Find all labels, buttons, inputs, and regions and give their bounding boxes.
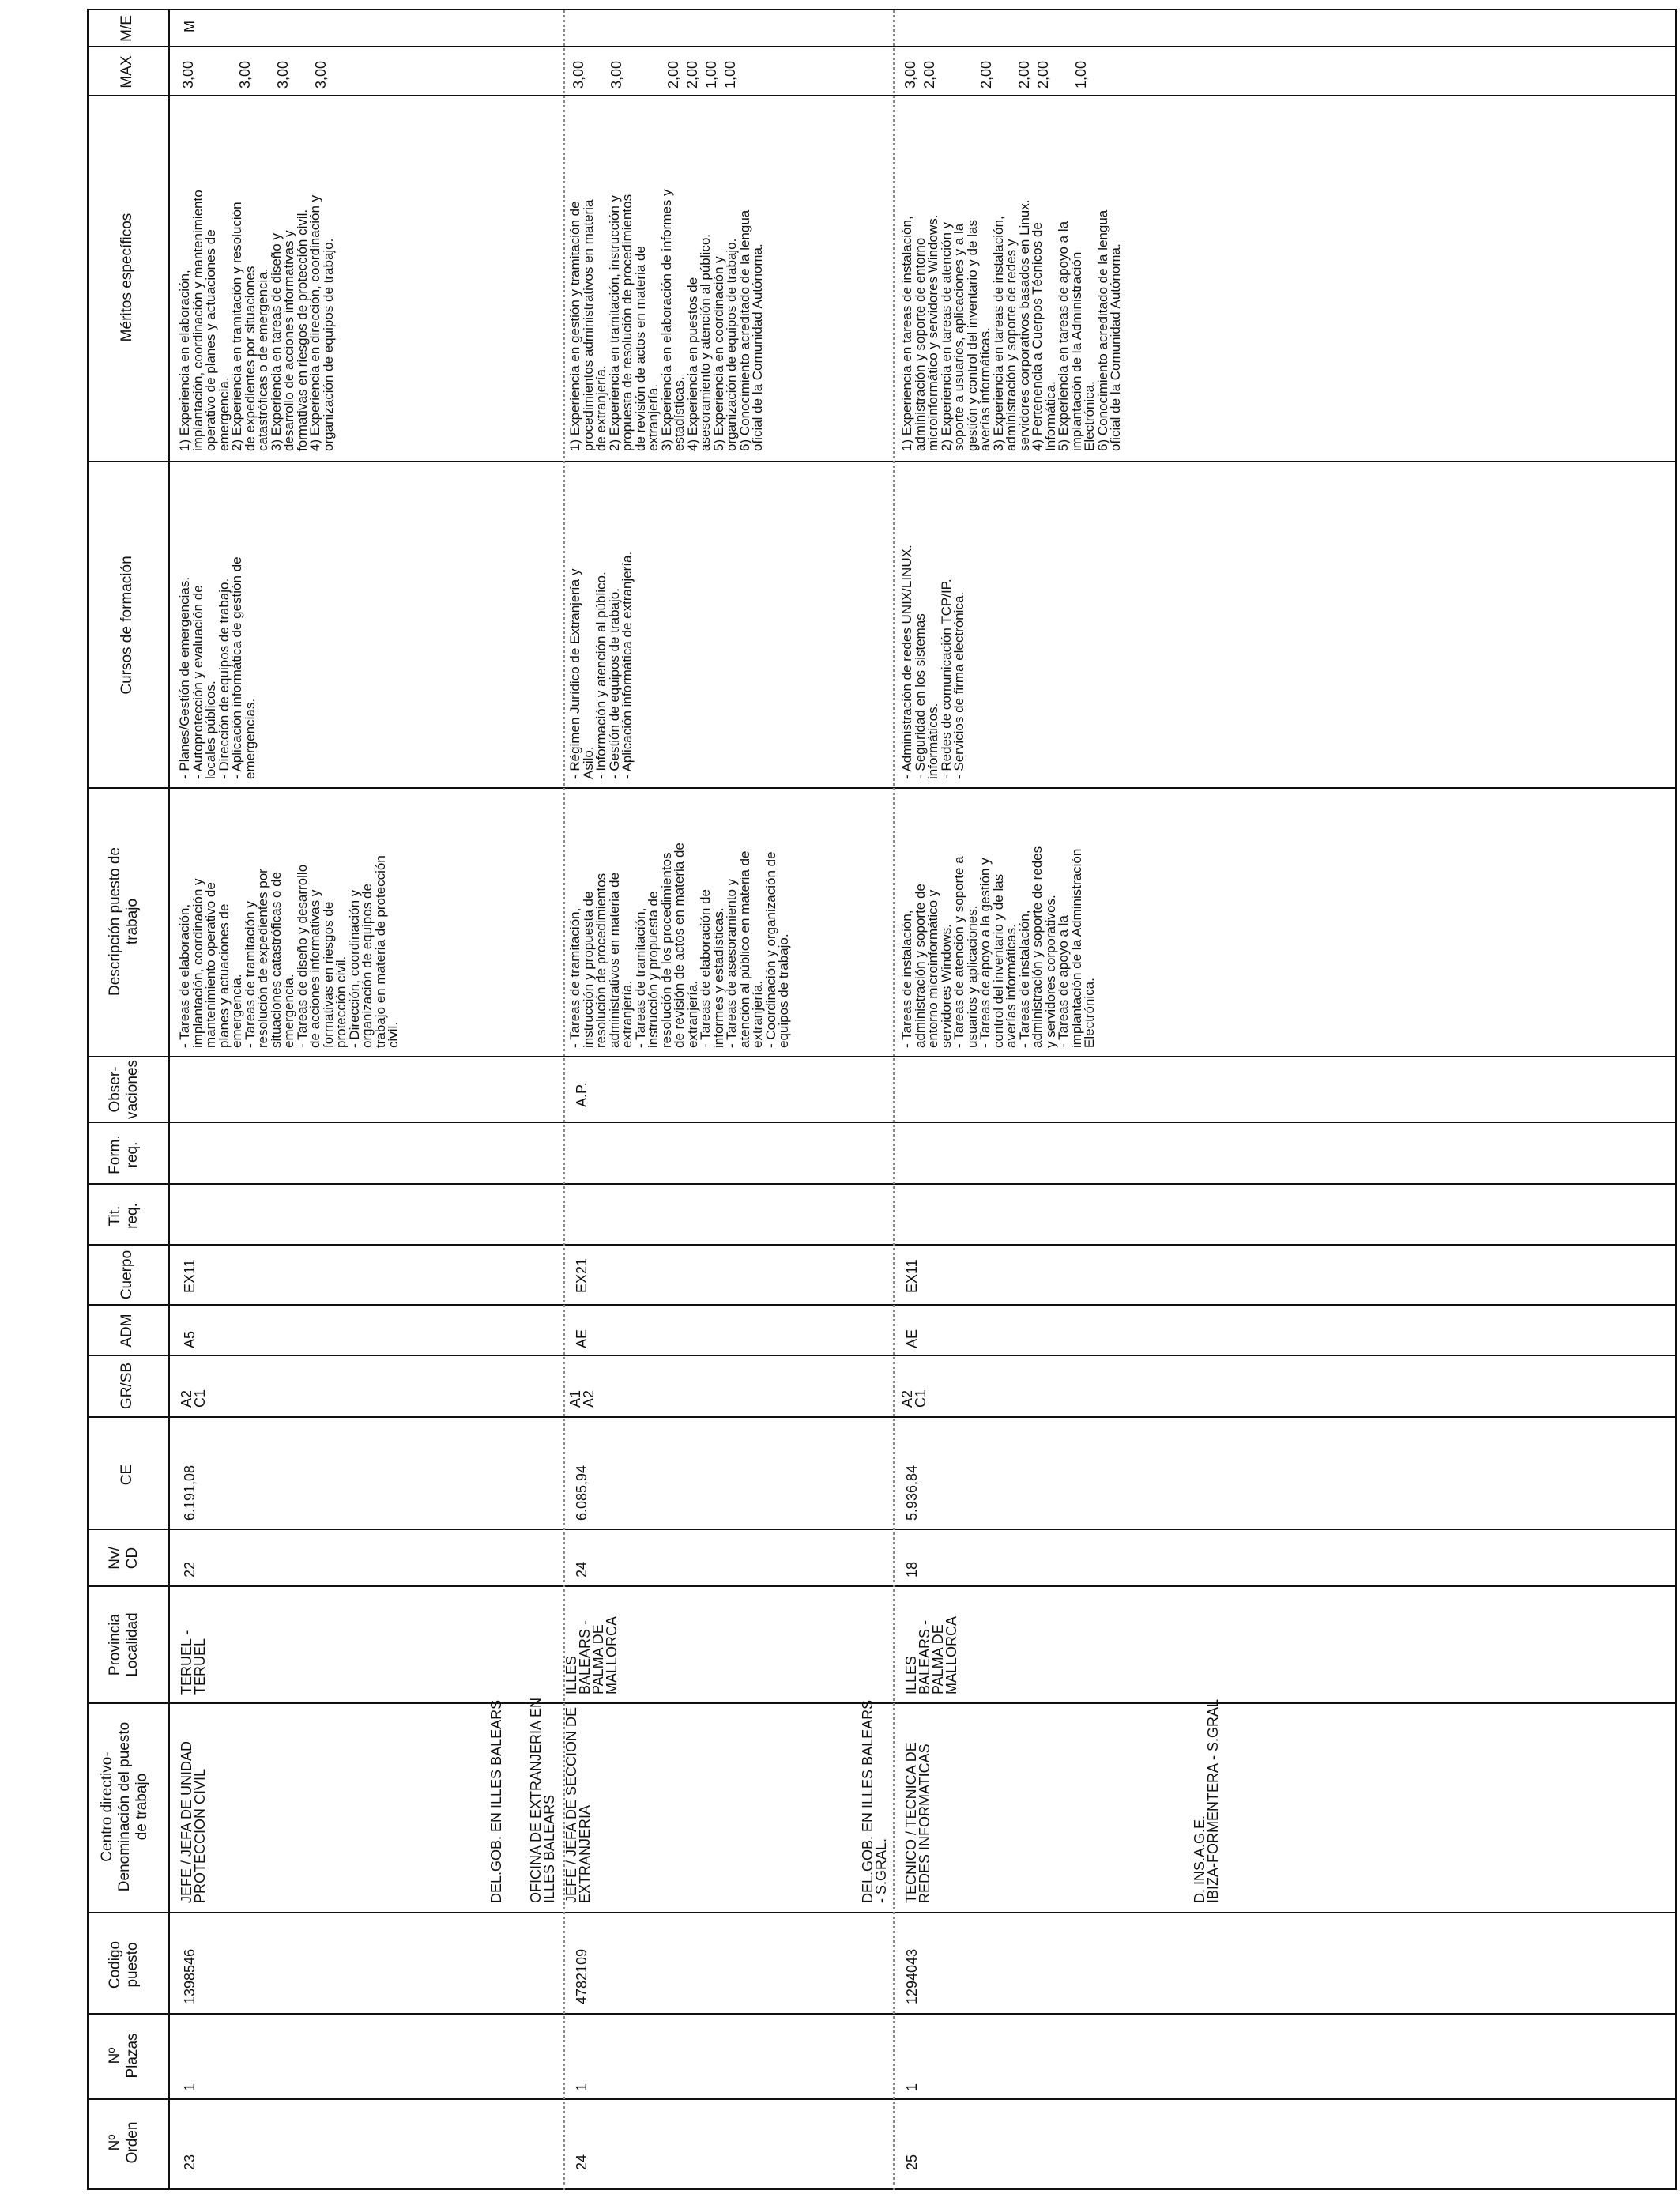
row-descripcion: - Tareas de elaboración, implantación, coordinación y mantenimiento operativo de planes y actuaciones de emergencia. - Tareas de tramitación y resolución de expedientes por situaciones catastróficas o de emergencia. - Tareas de diseño y desarrollo de acciones informativas y formativas en riesgos de protección civil. - Dirección, coordinación y organización de equipos de trabajo en materia de protección civil. <box>177 855 401 1048</box>
row-cursos: - Administración de redes UNIX/LINUX. - Seguridad en los sistemas informáticos. - Redes de comunicación TCP/IP. - Servicios de firma electrónica. <box>899 545 966 779</box>
col-divider <box>87 1912 1677 1913</box>
col-divider <box>87 2098 1677 2100</box>
row-cursos: - Régimen Jurídico de Extranjería y Asilo. - Información y atención al público. - Gestión de equipos de trabajo. - Aplicación informática de extranjería. <box>567 551 635 779</box>
row-adm: A5 <box>182 1330 198 1348</box>
row-ce: 6.191,08 <box>182 1465 198 1521</box>
col-divider <box>87 2188 1677 2190</box>
row-provincia: ILLES BALEARS - PALMA DE MALLORCA <box>903 1615 959 1695</box>
row-descripcion: - Tareas de instalación, administración y soporte de entorno microinformático y servidores Windows. - Tareas de atención y soporte a usuarios y aplicaciones. - Tareas de apoyo a la gestión y control del inventario y de las averías informáticas. - Tareas de instalación, administración y soporte de redes y servidores corporativos. - Tareas de apoyo a la implantación de la Administración Electrónica. <box>899 846 1097 1048</box>
header-meritos: Méritos específicos <box>119 213 135 342</box>
row-grsb: A2 C1 <box>899 1389 929 1408</box>
header-nivel: Nv/ CD <box>107 1547 141 1570</box>
col-divider <box>87 1244 1677 1246</box>
header-descripcion: Descripción puesto de trabajo <box>107 847 141 996</box>
header-cuerpo: Cuerpo <box>119 1250 135 1300</box>
row-cuerpo: EX21 <box>574 1257 590 1293</box>
header-divider <box>168 10 170 2190</box>
header-obs: Obser- vaciones <box>107 1060 141 1119</box>
row-obs: A.P. <box>574 1082 590 1107</box>
header-max: MAX <box>119 55 135 89</box>
trailing-group-label: D. INS.A.G.E. IBIZA-FORMENTERA - S.GRAL <box>1192 1698 1221 1903</box>
row-descripcion: - Tareas de tramitación, instrucción y propuesta de resolución de procedimientos administrativos en materia de extranjería. - Tareas de tramitación, instrucción y propuesta de resolución de los procedimientos de revisión de actos en materia de extranjería. - Tareas de elaboración de informes y estadísticas. - Tareas de asesoramiento y atención al público en materia de extranjería. - Coordinación y organización de equipos de trabajo. <box>567 843 791 1048</box>
row-provincia: TERUEL - TERUEL <box>179 1630 208 1695</box>
row-puesto: TECNICO / TECNICA DE REDES INFORMATICAS <box>903 1742 932 1903</box>
row-grsb: A2 C1 <box>179 1389 208 1408</box>
table-bottom-border <box>1675 10 1677 2190</box>
row-grsb: A1 A2 <box>567 1389 597 1408</box>
col-divider <box>87 95 1677 96</box>
header-ce: CE <box>119 1464 135 1486</box>
row-cuerpo: EX11 <box>182 1259 198 1293</box>
row-me: M <box>182 21 198 32</box>
col-divider <box>87 1355 1677 1356</box>
header-grsb: GR/SB <box>119 1362 135 1410</box>
row-plazas: 1 <box>574 2083 590 2091</box>
row-cursos: - Planes/Gestión de emergencias. - Autoprotección y evaluación de locales públicos. - Dirección de equipos de trabajo. - Aplicación informática de gestión de emergencias. <box>177 556 258 779</box>
col-divider <box>87 9 1677 10</box>
col-divider <box>87 461 1677 462</box>
col-divider <box>87 1529 1677 1530</box>
header-adm: ADM <box>119 1314 135 1348</box>
col-divider <box>87 1416 1677 1418</box>
centro-group-label: DEL.GOB. EN ILLES BALEARS - S.GRAL. <box>860 1699 889 1903</box>
col-divider <box>87 1122 1677 1123</box>
header-codigo: Codigo puesto <box>107 1940 141 1989</box>
row-puesto: JEFE / JEFA DE UNIDAD PROTECCION CIVIL <box>179 1740 208 1903</box>
row-max: 3,00 3,00 2,00 2,00 1,00 1,00 <box>571 60 738 89</box>
header-cursos: Cursos de formación <box>119 556 135 695</box>
centro-sub-label: OFICINA DE EXTRANJERIA EN ILLES BALEARS <box>528 1697 557 1903</box>
header-me: M/E <box>119 15 135 42</box>
header-plazas: Nº Plazas <box>107 2033 141 2079</box>
row-max: 3,00 2,00 2,00 2,00 2,00 1,00 <box>902 60 1089 89</box>
row-cuerpo: EX11 <box>904 1259 920 1293</box>
table-top-border <box>87 10 89 2190</box>
centro-group-label: DEL.GOB. EN ILLES BALEARS <box>488 1699 504 1903</box>
row-orden: 25 <box>904 2154 920 2170</box>
header-orden: Nº Orden <box>107 2121 141 2164</box>
col-divider <box>87 1585 1677 1587</box>
row-codigo: 1294043 <box>904 1948 920 2004</box>
row-adm: AE <box>574 1329 590 1348</box>
row-plazas: 1 <box>182 2083 198 2091</box>
header-form: Form. req. <box>107 1135 141 1174</box>
row-max: 3,00 3,00 3,00 3,00 <box>180 60 329 89</box>
row-ce: 6.085,94 <box>574 1465 590 1521</box>
row-puesto: JEFE / JEFA DE SECCION DE EXTRANJERIA <box>563 1706 593 1903</box>
header-provincia: Provincia Localidad <box>107 1612 141 1677</box>
header-tit: Tit. req. <box>107 1203 141 1229</box>
header-centro: Centro directivo- Denominación del puesto de trabajo <box>99 1721 150 1892</box>
row-meritos: 1) Experiencia en gestión y tramitación de procedimientos administrativos en materia de extranjería. 2) Experiencia en tramitación, instrucción y propuesta de resolución de procedimientos de revisión de actos en materia de extranjería. 3) Experiencia en elaboración de informes y estadísticas. 4) Experiencia en puestos de asesoramiento y atención al público. 5) Experiencia en coordinación y organización de equipos de trabajo. 6) Conocimiento acreditado de la lengua oficial de la Comunidad Autónoma. <box>567 189 765 451</box>
row-separator <box>893 10 895 2190</box>
row-meritos: 1) Experiencia en tareas de instalación, administración y soporte de entorno microinformático y servidores Windows. 2) Experiencia en tareas de atención y soporte a usuarios, aplicaciones y a la gestión y control del inventario y de las averías informáticas. 3) Experiencia en tareas de instalación, administración y soporte de redes y servidores corporativos basados en Linux. 4) Pertenencia a Cuerpos Técnicos de Informática. 5) Experiencia en tareas de apoyo a la implantación de la Administración Electrónica. 6) Conocimiento acreditado de la lengua oficial de la Comunidad Autónoma. <box>899 199 1123 451</box>
col-divider <box>87 46 1677 47</box>
col-divider <box>87 1056 1677 1057</box>
row-orden: 23 <box>182 2154 198 2170</box>
row-nivel: 18 <box>904 1561 920 1578</box>
row-nivel: 24 <box>574 1561 590 1578</box>
row-ce: 5.936,84 <box>904 1465 920 1521</box>
col-divider <box>87 787 1677 789</box>
row-provincia: ILLES BALEARS - PALMA DE MALLORCA <box>563 1615 620 1695</box>
col-divider <box>87 1304 1677 1306</box>
row-codigo: 1398546 <box>182 1948 198 2004</box>
row-orden: 24 <box>574 2154 590 2170</box>
col-divider <box>87 1183 1677 1185</box>
row-codigo: 4782109 <box>574 1948 590 2004</box>
row-plazas: 1 <box>904 2083 920 2091</box>
col-divider <box>87 2013 1677 2015</box>
row-adm: AE <box>904 1329 920 1348</box>
row-nivel: 22 <box>182 1561 198 1578</box>
row-meritos: 1) Experiencia en elaboración, implantación, coordinación y mantenimiento operativo de planes y actuaciones de emergencia. 2) Experiencia en tramitación y resolución de expedientes por situaciones catastróficas o de emergencia. 3) Experiencia en tareas de diseño y desarrollo de acciones informativas y formativas en riesgos de protección civil. 4) Experiencia en dirección, coordinación y organización de equipos de trabajo. <box>177 190 336 451</box>
